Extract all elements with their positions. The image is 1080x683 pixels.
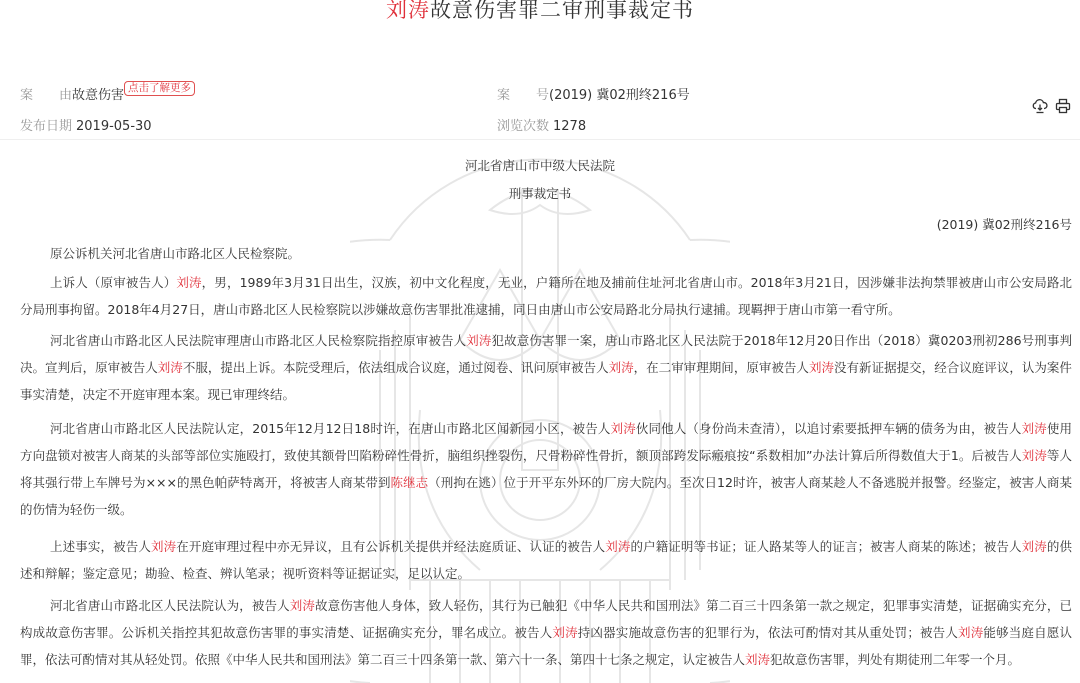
paragraph-text: ，男，1989年3月31日出生，汉族，初中文化程度，无业，户籍所在地及捕前住址河北省唐山市。2018年3月21日，因涉嫌非法拘禁罪被唐山市公安局路北分局刑事拘留。2018年4月27日，唐山市路北区人民检察院以涉嫌故意伤害罪批准逮捕，同日由唐山市公安局路北分局执行逮捕。现羁押于唐山市第一看守所。 [20,275,1072,317]
case-number-row [497,84,690,103]
highlighted-name: 陈继志 [390,475,429,490]
highlighted-name: 刘涛 [605,539,631,554]
document-type: 刑事裁定书 [508,186,572,201]
title-highlighted-name: 刘涛 [386,0,430,22]
paragraph-first-instance-opinion [20,592,1072,673]
highlighted-name: 刘涛 [808,360,835,375]
paragraph-procedure [20,327,1072,408]
highlighted-name: 刘涛 [1021,539,1047,554]
paragraph-text: 上述事实，被告人 [50,539,151,554]
highlighted-name: 刘涛 [289,598,315,613]
paragraph-text: 使用方向盘锁对被害人商某的头部等部位实施殴打，致使其额骨凹陷粉碎性骨折，脑组织挫裂伤，尺骨粉碎性骨折，额顶部跨发际瘢痕按“系数相加”办法计算后所得数值大于1。后被告人 [20,421,1072,463]
paragraph-prosecutor [20,240,1072,267]
paragraph-evidence [20,533,1072,587]
highlighted-name: 刘涛 [150,539,177,554]
paragraph-text: 能够当庭自愿认罪，依法可酌情对其从轻处罚。依照《中华人民共和国刑法》第二百三十四条第一款、第六十一条、第四十七条之规定，认定被告人 [20,625,1072,667]
case-number-value: (2019) 冀02刑终216号 [549,88,690,103]
paragraph-text: 伙同他人（身份尚未查清），以追讨索要抵押车辆的债务为由，被告人 [635,421,1022,436]
case-cause-value: 故意伤害 [72,88,125,103]
paragraph-text: 河北省唐山市路北区人民法院认为，被告人 [50,598,290,613]
paragraph-text: （刑拘在逃）位于开平东外环的厂房大院内。至次日12时许，被害人商某趁人不备逃脱并报警。经鉴定，被害人商某的伤情为轻伤一级。 [20,475,1072,517]
case-number-label: 案 号 [497,88,550,103]
highlighted-name: 刘涛 [157,360,183,375]
views-value: 1278 [553,119,587,134]
highlighted-name: 刘涛 [608,360,634,375]
highlighted-name: 刘涛 [1021,421,1047,436]
views-row [497,115,586,134]
paragraph-text: 在开庭审理过程中亦无异议，且有公诉机关提供并经法庭质证、认证的被告人 [176,539,606,554]
paragraph-text: 等人将其强行带上车牌号为×××的黑色帕萨特离开，将被害人商某带到 [20,448,1072,490]
page-title [0,0,1080,24]
highlighted-name: 刘涛 [745,652,771,667]
paragraph-text: 的户籍证明等书证；证人路某等人的证言；被害人商某的陈述；被告人 [630,539,1022,554]
document-case-number: (2019) 冀02刑终216号 [936,217,1072,232]
printer-icon[interactable] [1055,98,1071,114]
court-name: 河北省唐山市中级人民法院 [464,158,615,173]
learn-more-button[interactable]: 点击了解更多 [124,81,195,96]
publish-date-row [20,115,152,134]
header-divider [0,139,1080,140]
views-label: 浏览次数 [497,119,550,134]
publish-date-label: 发布日期 [20,119,73,134]
publish-date-value: 2019-05-30 [76,119,152,134]
paragraph-text: 故意伤害他人身体，致人轻伤，其行为已触犯《中华人民共和国刑法》第二百三十四条第一款之规定，犯罪事实清楚，证据确实充分，已构成故意伤害罪。公诉机关指控其犯故意伤害罪的事实清楚、证据确实充分，罪名成立。被告人 [20,598,1072,640]
paragraph-text: 上诉人（原审被告人） [50,275,177,290]
cloud-download-icon[interactable] [1032,98,1048,114]
paragraph-text: 河北省唐山市路北区人民法院认定，2015年12月12日18时许，在唐山市路北区闻新园小区，被告人 [50,421,611,436]
title-text: 故意伤害罪二审刑事裁定书 [430,0,694,22]
paragraph-text: 犯故意伤害罪一案，唐山市路北区人民法院于2018年12月20日作出（2018）冀0203刑初286号刑事判决。宣判后，原审被告人 [20,333,1072,375]
paragraph-text: 不服，提出上诉。本院受理后，依法组成合议庭，通过阅卷、讯问原审被告人 [182,360,609,375]
paragraph-text: 没有新证据提交，经合议庭评议，认为案件事实清楚，决定不开庭审理本案。现已审理终结。 [20,360,1072,402]
highlighted-name: 刘涛 [552,625,578,640]
paragraph-text: 的供述和辩解；鉴定意见；勘验、检查、辨认笔录；视听资料等证据证实，足以认定。 [20,539,1072,581]
highlighted-name: 刘涛 [610,421,636,436]
paragraph-text: 持凶器实施故意伤害的犯罪行为，依法可酌情对其从重处罚；被告人 [577,625,959,640]
highlighted-name: 刘涛 [958,625,984,640]
paragraph-text: ，在二审审理期间，原审被告人 [633,360,809,375]
paragraph-appellant [20,269,1072,323]
case-cause-row [20,84,195,104]
paragraph-facts [20,415,1072,523]
paragraph-text: 原公诉机关河北省唐山市路北区人民检察院。 [50,246,301,261]
case-cause-label: 案 由 [20,88,73,103]
highlighted-name: 刘涛 [1021,448,1047,463]
highlighted-name: 刘涛 [466,333,492,348]
paragraph-text: 河北省唐山市路北区人民法院审理唐山市路北区人民检察院指控原审被告人 [50,333,467,348]
highlighted-name: 刘涛 [176,275,202,290]
paragraph-text: 犯故意伤害罪，判处有期徒刑二年零一个月。 [770,652,1021,667]
